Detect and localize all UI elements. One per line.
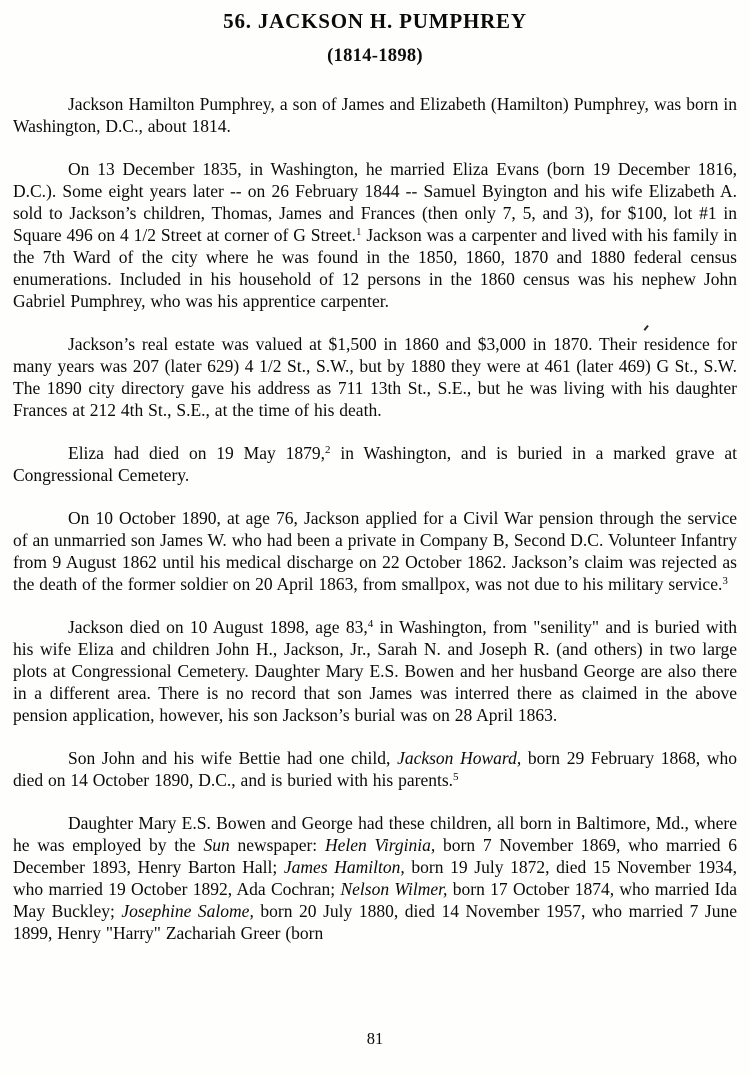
text-segment: Son John and his wife Bettie had one child, <box>68 748 398 768</box>
paragraph-6 <box>13 616 737 726</box>
text-segment: Jackson Hamilton Pumphrey, a son of James and Elizabeth (Hamilton) Pumphrey, was born in Washington, D.C., about 1814. <box>13 94 737 136</box>
paragraph-2 <box>13 158 737 312</box>
text-segment: Eliza had died on 19 May 1879, <box>68 443 325 463</box>
text-segment: Jackson Howard, <box>397 748 522 768</box>
footnote-reference: 5 <box>453 771 459 783</box>
text-segment: Sun <box>203 835 230 855</box>
text-column <box>13 8 737 944</box>
footnote-reference: 3 <box>722 575 728 587</box>
body-text <box>13 93 737 944</box>
paragraph-8 <box>13 812 737 944</box>
text-segment: in Washington, and is buried in a marked grave at Congressional Cemetery. <box>13 443 737 485</box>
text-segment: On 10 October 1890, at age 76, Jackson applied for a Civil War pension through the service of an unmarried son James W. who had been a private in Company B, Second D.C. Volunteer Infantry from 9 August 1862 until his medical discharge on 22 October 1862. Jackson’s claim was rejected as the death of the former soldier on 20 April 1863, from smallpox, was not due to his military service. <box>13 508 737 594</box>
text-segment: newspaper: <box>229 835 325 855</box>
footnote-reference: 4 <box>367 618 374 630</box>
text-segment: born 20 July 1880, died 14 November 1957, who married 7 June 1899, Henry "Harry" Zachariah Greer (born <box>13 901 737 943</box>
paragraph-5 <box>13 507 737 595</box>
paragraph-3 <box>13 333 737 421</box>
page-number: 81 <box>366 1029 384 1048</box>
text-segment: born 29 February 1868, who died on 14 October 1890, D.C., and is buried with his parents. <box>13 748 737 790</box>
text-segment: Daughter Mary E.S. Bowen and George had these children, all born in Baltimore, Md., where he was employed by the <box>13 813 737 855</box>
text-segment: On 13 December 1835, in Washington, he married Eliza Evans (born 19 December 1816, D.C.). Some eight years later -- on 26 February 1844 -- Samuel Byington and his wife Elizabeth A. sold to Jackson’s children, Thomas, James and Frances (then only 7, 5, and 3), for $100, lot #1 in Square 496 on 4 1/2 Street at corner of G Street. <box>13 159 737 245</box>
footnote-reference: 1 <box>355 226 362 238</box>
footnote-reference: 2 <box>325 444 331 456</box>
paragraph-4 <box>13 442 737 486</box>
text-segment: born 7 November 1869, who married 6 December 1893, Henry Barton Hall; <box>13 835 737 877</box>
text-segment: Josephine Salome, <box>121 901 254 921</box>
text-segment: Jackson’s real estate was valued at $1,500 in 1860 and $3,000 in 1870. Their residence for many years was 207 (later 629) 4 1/2 St., S.W., but by 1880 they were at 461 (later 469) G St., S.W. The 1890 city directory gave his address as 711 13th St., S.E., but he was living with his daughter Frances at 212 4th St., S.E., at the time of his death. <box>13 334 737 420</box>
section-title: 56. JACKSON H. PUMPHREY <box>223 9 527 33</box>
text-segment: James Hamilton, <box>283 857 405 877</box>
paragraph-7 <box>13 747 737 791</box>
text-segment: Helen Virginia, <box>324 835 436 855</box>
text-segment: born 17 October 1874, who married Ida May Buckley; <box>13 879 737 921</box>
section-years: (1814-1898) <box>327 46 423 66</box>
text-segment: Jackson died on 10 August 1898, age 83, <box>68 617 368 637</box>
paragraph-1 <box>13 93 737 137</box>
text-segment: in Washington, from "senility" and is buried with his wife Eliza and children John H., Jackson, Jr., Sarah N. and Joseph R. (and others) in two large plots at Congressional Cemetery. Daughter Mary E.S. Bowen and her husband George are also there in a different area. There is no record that son James was interred there as claimed in the above pension application, however, his son Jackson’s burial was on 28 April 1863. <box>13 617 737 725</box>
text-segment: born 19 July 1872, died 15 November 1934, who married 19 October 1892, Ada Cochran; <box>13 857 737 899</box>
text-segment: Jackson was a carpenter and lived with his family in the 7th Ward of the city where he was found in the 1850, 1860, 1870 and 1880 federal census enumerations. Included in his household of 12 persons in the 1860 census was his nephew John Gabriel Pumphrey, who was his apprentice carpenter. <box>13 225 737 311</box>
text-segment: Nelson Wilmer, <box>340 879 448 899</box>
